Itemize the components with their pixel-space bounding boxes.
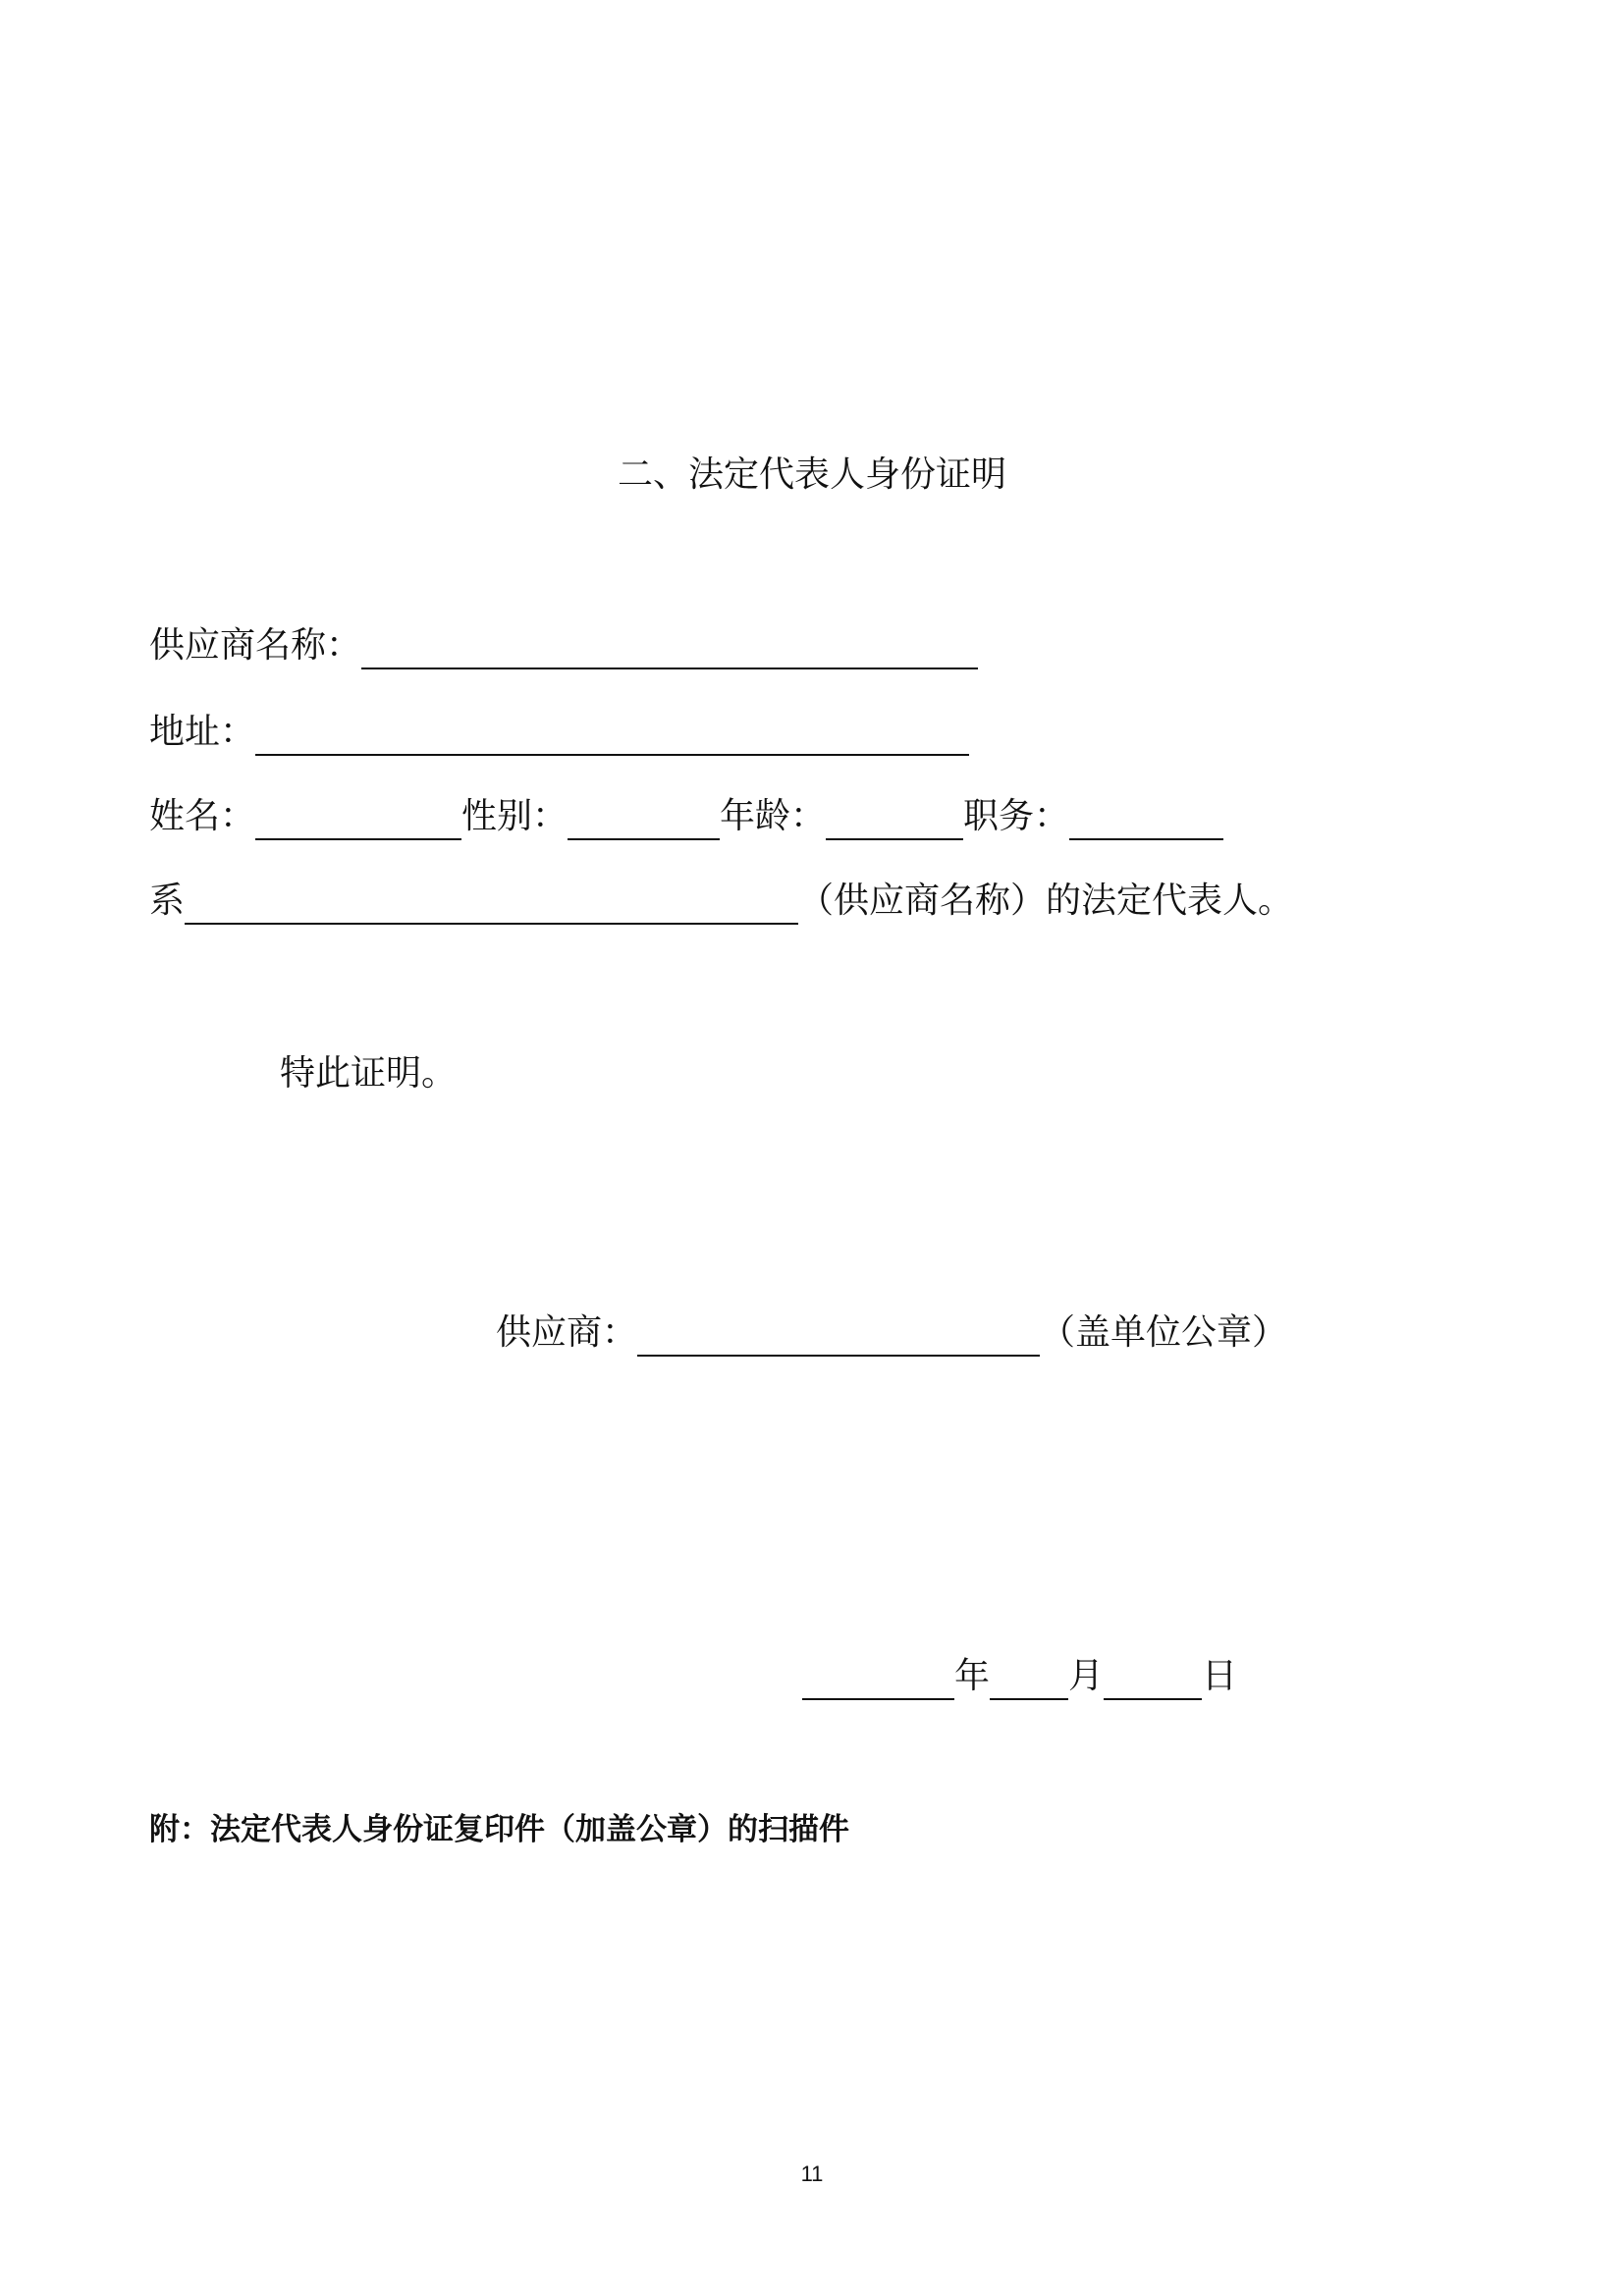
statement-row — [149, 878, 1293, 925]
position-blank[interactable] — [1069, 799, 1223, 840]
address-blank[interactable] — [255, 715, 969, 756]
supplier-signature-blank[interactable] — [637, 1315, 1040, 1357]
certify-text: 特此证明。 — [280, 1053, 458, 1094]
year-blank[interactable] — [802, 1659, 954, 1700]
address-label: 地址： — [149, 712, 256, 752]
position-label: 职务： — [963, 796, 1070, 836]
date-row — [802, 1653, 1237, 1700]
seal-note: （盖单位公章） — [1040, 1312, 1288, 1353]
statement-suffix: （供应商名称）的法定代表人。 — [798, 881, 1294, 921]
supplier-name-blank[interactable] — [361, 628, 978, 669]
age-label: 年龄： — [720, 796, 827, 836]
address-row — [149, 709, 969, 756]
gender-blank[interactable] — [568, 799, 720, 840]
supplier-name-label: 供应商名称： — [149, 625, 362, 666]
month-blank[interactable] — [990, 1659, 1068, 1700]
document-title: 二、法定代表人身份证明 — [617, 454, 1006, 495]
statement-supplier-blank[interactable] — [185, 883, 798, 925]
personal-info-row — [149, 793, 1223, 840]
day-blank[interactable] — [1104, 1659, 1202, 1700]
attachment-note: 附：法定代表人身份证复印件（加盖公章）的扫描件 — [149, 1812, 849, 1847]
gender-label: 性别： — [461, 796, 568, 836]
signature-row — [496, 1309, 1287, 1357]
supplier-signature-label: 供应商： — [496, 1312, 638, 1353]
page-number: 11 — [800, 2162, 824, 2186]
name-label: 姓名： — [149, 796, 256, 836]
name-blank[interactable] — [255, 799, 461, 840]
year-label: 年 — [954, 1656, 991, 1696]
day-label: 日 — [1202, 1656, 1238, 1696]
month-label: 月 — [1068, 1656, 1105, 1696]
supplier-name-row — [149, 622, 978, 669]
age-blank[interactable] — [826, 799, 963, 840]
statement-prefix: 系 — [149, 881, 186, 921]
